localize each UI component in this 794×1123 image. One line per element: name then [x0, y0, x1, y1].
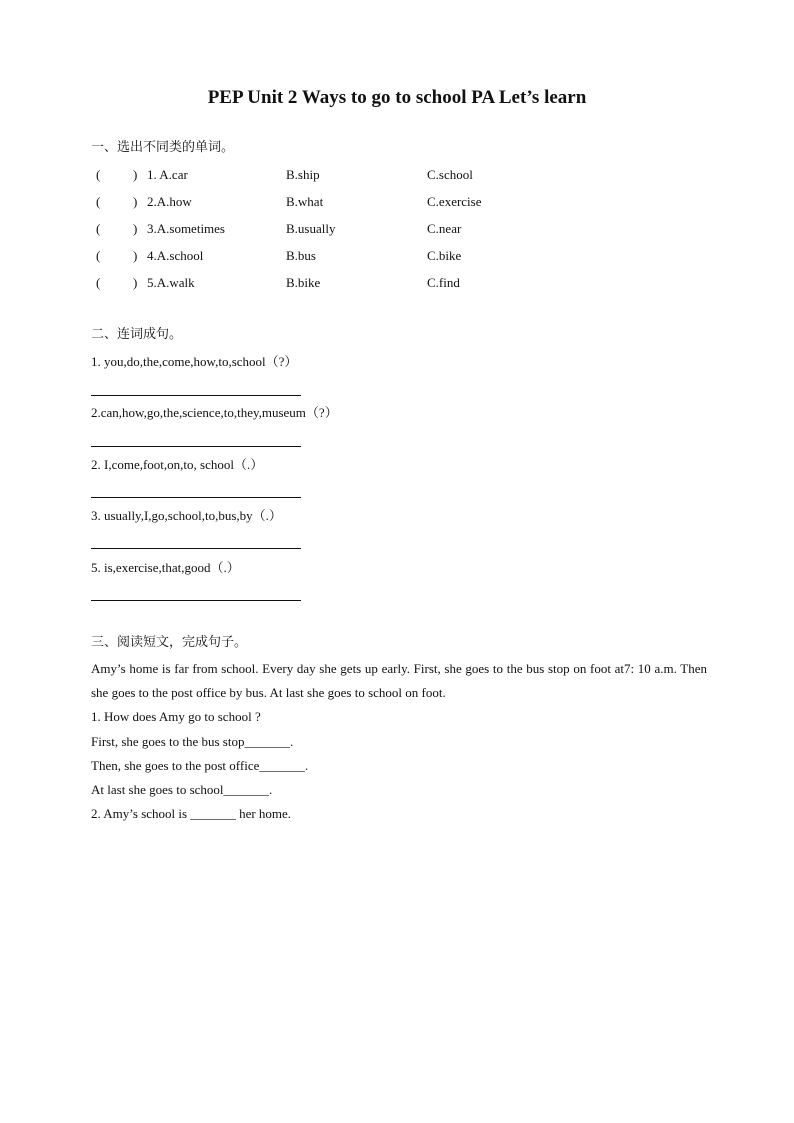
- fill-sentence: First, she goes to the bus stop_______.: [91, 734, 294, 749]
- option-a: 2.A.how: [147, 194, 192, 209]
- option-b: B.bike: [286, 275, 321, 290]
- answer-paren-open: (: [96, 248, 101, 263]
- answer-paren-open: (: [96, 275, 101, 290]
- answer-paren-close: ): [133, 275, 138, 290]
- page-title: PEP Unit 2 Ways to go to school PA Let’s learn: [207, 87, 587, 108]
- reading-passage: Amy’s home is far from school. Every day she gets up early. First, she goes to the bus stop on foot at7: 10 a.m. Then she goes to the post office by bus. At last she goes to school on foot.: [91, 661, 707, 700]
- option-c: C.find: [427, 275, 460, 290]
- option-a: 1. A.car: [147, 167, 188, 182]
- option-b: B.usually: [286, 221, 336, 236]
- option-a: 5.A.walk: [147, 275, 195, 290]
- fill-sentence: Then, she goes to the post office_______.: [91, 758, 309, 773]
- option-a: 4.A.school: [147, 248, 204, 263]
- answer-paren-close: ): [133, 221, 138, 236]
- option-b: B.bus: [286, 248, 316, 263]
- option-b: B.what: [286, 194, 324, 209]
- answer-line[interactable]: [91, 600, 301, 601]
- answer-line[interactable]: [91, 446, 301, 447]
- option-c: C.near: [427, 221, 462, 236]
- question-2: 2. Amy’s school is _______ her home.: [91, 806, 292, 821]
- option-a: 3.A.sometimes: [147, 221, 225, 236]
- answer-paren-close: ): [133, 167, 138, 182]
- answer-line[interactable]: [91, 497, 301, 498]
- answer-line[interactable]: [91, 548, 301, 549]
- sentence-prompt: 5. is,exercise,that,good（.）: [91, 560, 240, 575]
- answer-paren-open: (: [96, 221, 101, 236]
- fill-sentence: At last she goes to school_______.: [91, 782, 273, 797]
- option-c: C.school: [427, 167, 473, 182]
- answer-paren-close: ): [133, 248, 138, 263]
- option-c: C.bike: [427, 248, 462, 263]
- sentence-prompt: 2. I,come,foot,on,to, school（.）: [91, 457, 264, 472]
- answer-paren-close: ): [133, 194, 138, 209]
- sentence-prompt: 2.can,how,go,the,science,to,they,museum（?）: [91, 405, 338, 420]
- sentence-prompt: 1. you,do,the,come,how,to,school（?）: [91, 354, 298, 369]
- section1-heading: 一、选出不同类的单词。: [91, 140, 235, 155]
- answer-line[interactable]: [91, 395, 301, 396]
- sentence-prompt: 3. usually,I,go,school,to,bus,by（.）: [91, 508, 282, 523]
- question-1: 1. How does Amy go to school ?: [91, 709, 261, 724]
- section3-heading: 三、阅读短文，完成句子。: [91, 635, 248, 650]
- answer-paren-open: (: [96, 167, 101, 182]
- answer-paren-open: (: [96, 194, 101, 209]
- option-c: C.exercise: [427, 194, 482, 209]
- section2-heading: 二、连词成句。: [91, 327, 183, 342]
- option-b: B.ship: [286, 167, 320, 182]
